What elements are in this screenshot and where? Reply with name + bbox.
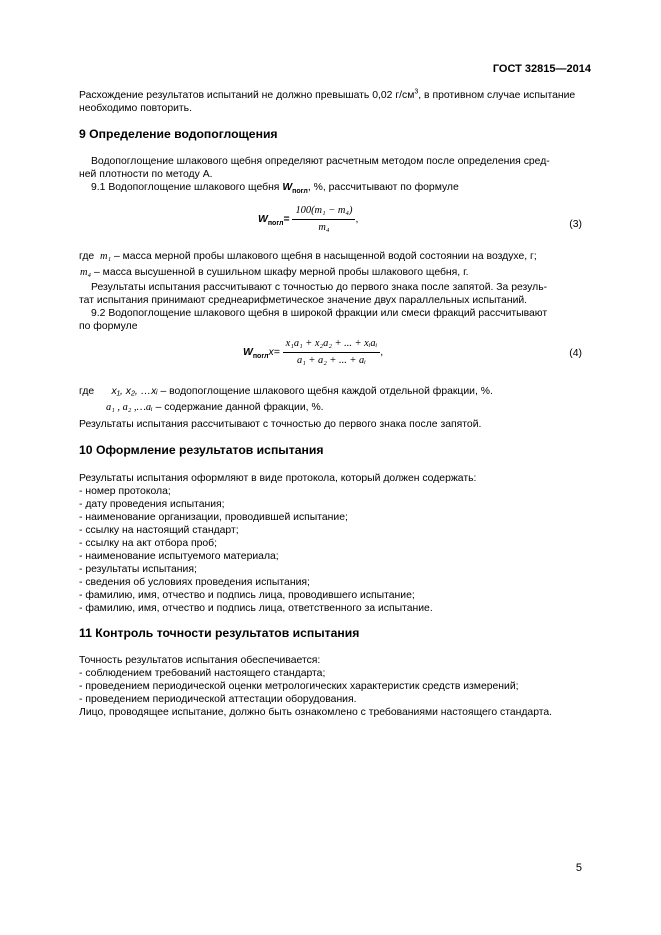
s10-intro: Результаты испытания оформляют в виде протокола, который должен содержать:: [79, 473, 477, 484]
f3-fraction: [292, 204, 355, 234]
s9-p2-w: W: [282, 182, 293, 193]
section-10-title: 10 Оформление результатов испытания: [79, 443, 324, 457]
s9-p2-sub: погл: [292, 188, 308, 196]
section-11-title: 11 Контроль точности результатов испытания: [79, 626, 360, 640]
s11-item: - проведением периодической оценки метрологических характеристик средств измерений;: [79, 681, 519, 692]
where-2-text: – масса высушенной в сушильном шкафу мерной пробы шлакового щебня, г.: [94, 267, 469, 278]
intro-line-2: необходимо повторить.: [79, 103, 192, 114]
page-number: 5: [575, 862, 582, 874]
f3-comma: ,: [355, 213, 359, 225]
where-3: [79, 385, 493, 399]
intro-line-1: [79, 89, 575, 103]
s11-item: - соблюдением требований настоящего стандарта;: [79, 668, 326, 679]
s9-p1-line1: Водопоглощение шлакового щебня определяют расчетным методом после определения сред-: [91, 156, 550, 167]
f3-numerator: 100(m₁ − m₄): [292, 204, 355, 220]
where-1-label: где: [79, 251, 95, 262]
f3-lhs-sub: погл: [267, 219, 284, 227]
f4-numerator: x₁a₁ + x₂a₂ + ... + xᵢaᵢ: [283, 337, 381, 353]
where-1-symbol: m₁: [99, 251, 112, 262]
s9-p3-line2: тат испытания принимают среднеарифметическое значение двух параллельных испытаний.: [79, 295, 528, 306]
document-code: ГОСТ 32815—2014: [492, 63, 591, 75]
s11-item: - проведением периодической аттестации оборудования.: [79, 694, 357, 705]
f4-lhs-x: x=: [268, 346, 280, 358]
where-1: [79, 250, 537, 264]
formula-3-number: (3): [569, 219, 582, 230]
s9-p2-text: 9.1 Водопоглощение шлакового щебня: [91, 182, 283, 193]
s10-item: - результаты испытания;: [79, 564, 197, 575]
where-3-label: где: [79, 386, 95, 397]
s10-item: - фамилию, имя, отчество и подпись лица, ответственного за испытание.: [79, 603, 433, 614]
s11-closing: Лицо, проводящее испытание, должно быть ознакомлено с требованиями настоящего стандарта.: [79, 707, 553, 718]
s10-item: - наименование организации, проводившей испытание;: [79, 512, 348, 523]
f3-eq: =: [283, 213, 290, 225]
f3-denominator: m₄: [318, 221, 330, 233]
intro-superscript: 3: [414, 88, 419, 96]
s9-p4-line2: по формуле: [79, 321, 138, 332]
section-9-title: 9 Определение водопоглощения: [79, 127, 278, 141]
where-4-symbol: a₁ , a₂ ,…aᵢ: [106, 402, 153, 413]
f4-lhs-sub: погл: [252, 352, 269, 360]
f4-comma: ,: [380, 346, 384, 358]
where-3-text: – водопоглощение шлакового щебня каждой отдельной фракции, %.: [160, 386, 493, 397]
s9-p5: Результаты испытания рассчитывают с точностью до первого знака после запятой.: [79, 419, 482, 430]
f4-lhs: W: [243, 346, 253, 358]
where-3-symbol: x₁, x₂, …xᵢ: [111, 386, 158, 397]
s9-p4-line1: 9.2 Водопоглощение шлакового щебня в широкой фракции или смеси фракций рассчитывают: [91, 308, 548, 319]
s11-intro: Точность результатов испытания обеспечивается:: [79, 655, 321, 666]
formula-4-number: (4): [569, 348, 582, 359]
s10-item: - ссылку на акт отбора проб;: [79, 538, 218, 549]
s9-p2: [91, 181, 459, 195]
intro-text-1: Расхождение результатов испытаний не должно превышать 0,02 г/см: [79, 90, 415, 101]
s9-p3-line1: Результаты испытания рассчитывают с точностью до первого знака после запятой. За резуль-: [91, 282, 548, 293]
intro-text-1b: , в противном случае испытание: [418, 90, 576, 101]
s10-item: - дату проведения испытания;: [79, 499, 225, 510]
formula-4: [243, 337, 383, 367]
f3-lhs: W: [258, 213, 268, 225]
f4-denominator: a₁ + a₂ + ... + aᵢ: [297, 354, 366, 366]
formula-3: [258, 204, 358, 234]
s10-item: - наименование испытуемого материала;: [79, 551, 279, 562]
where-2: [80, 266, 468, 280]
s10-item: - ссылку на настоящий стандарт;: [79, 525, 239, 536]
s10-item: - номер протокола;: [79, 486, 171, 497]
where-2-symbol: m₄: [80, 267, 92, 278]
where-1-text: – масса мерной пробы шлакового щебня в насыщенной водой состоянии на воздухе, г;: [113, 251, 537, 262]
f4-fraction: [283, 337, 384, 367]
s10-item: - фамилию, имя, отчество и подпись лица, проводившего испытание;: [79, 590, 415, 601]
s9-p1-line2: ней плотности по методу А.: [79, 169, 213, 180]
where-4: [106, 401, 324, 415]
where-4-text: – содержание данной фракции, %.: [155, 402, 324, 413]
s10-item: - сведения об условиях проведения испытания;: [79, 577, 310, 588]
s9-p2-text-b: , %, рассчитывают по формуле: [307, 182, 459, 193]
